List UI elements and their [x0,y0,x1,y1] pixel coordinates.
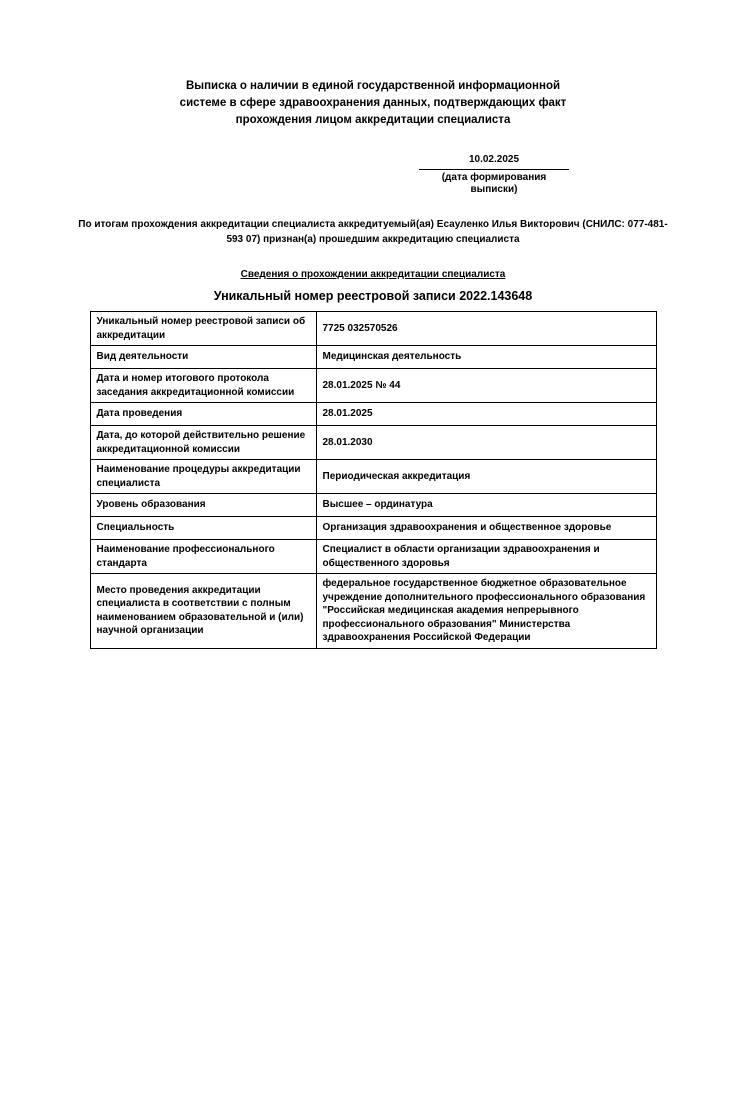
table-row [90,574,656,649]
issue-date-caption: (дата формирования выписки) [441,172,547,195]
intro-paragraph [73,217,673,247]
document-title [113,78,633,129]
row-label: Вид деятельности [90,346,316,369]
table-row [90,346,656,369]
row-value: 28.01.2030 [316,426,656,460]
table-row [90,540,656,574]
issue-date-block [419,154,569,196]
table-row [90,494,656,517]
row-label: Наименование профессионального стандарта [90,540,316,574]
row-label: Дата проведения [90,403,316,426]
row-label: Уникальный номер реестровой записи об аккредитации [90,312,316,346]
row-value: федеральное государственное бюджетное образовательное учреждение дополнительного профессионального образования "Российская медицинская академия непрерывного профессионального образования" Министерства здравоохранения Российской Федерации [316,574,656,649]
accreditation-table-body [90,312,656,649]
table-row [90,426,656,460]
row-value: Периодическая аккредитация [316,460,656,494]
row-value: Специалист в области организации здравоохранения и общественного здоровья [316,540,656,574]
row-value: Организация здравоохранения и общественное здоровье [316,517,656,540]
row-label: Дата, до которой действительно решение аккредитационной комиссии [90,426,316,460]
registry-number-heading: Уникальный номер реестровой записи 2022.143648 [213,289,533,303]
row-value: 7725 032570526 [316,312,656,346]
row-label: Специальность [90,517,316,540]
intro-paragraph-line: По итогам прохождения аккредитации специалиста аккредитуемый(ая) Есауленко Илья Викторович (СНИЛС: 077-481- [78,219,668,230]
row-value: 28.01.2025 № 44 [316,369,656,403]
table-row [90,460,656,494]
row-label: Уровень образования [90,494,316,517]
row-label: Наименование процедуры аккредитации специалиста [90,460,316,494]
document-title-line: Выписка о наличии в единой государственной информационной [185,80,561,92]
table-row [90,312,656,346]
row-value: Медицинская деятельность [316,346,656,369]
issue-date-value: 10.02.2025 [419,154,569,170]
intro-paragraph-line: 593 07) признан(а) прошедшим аккредитацию специалиста [226,234,520,245]
document-title-line: системе в сфере здравоохранения данных, подтверждающих факт [179,97,567,109]
accreditation-table [90,311,657,649]
row-label: Дата и номер итогового протокола заседания аккредитационной комиссии [90,369,316,403]
row-label: Место проведения аккредитации специалиста в соответствии с полным наименованием образовательной и (или) научной организации [90,574,316,649]
row-value: Высшее – ординатура [316,494,656,517]
row-value: 28.01.2025 [316,403,656,426]
document-page [0,78,746,1107]
table-row [90,369,656,403]
table-row [90,403,656,426]
section-heading: Сведения о прохождении аккредитации специалиста [240,269,506,280]
table-row [90,517,656,540]
document-title-line: прохождения лицом аккредитации специалиста [235,114,511,126]
